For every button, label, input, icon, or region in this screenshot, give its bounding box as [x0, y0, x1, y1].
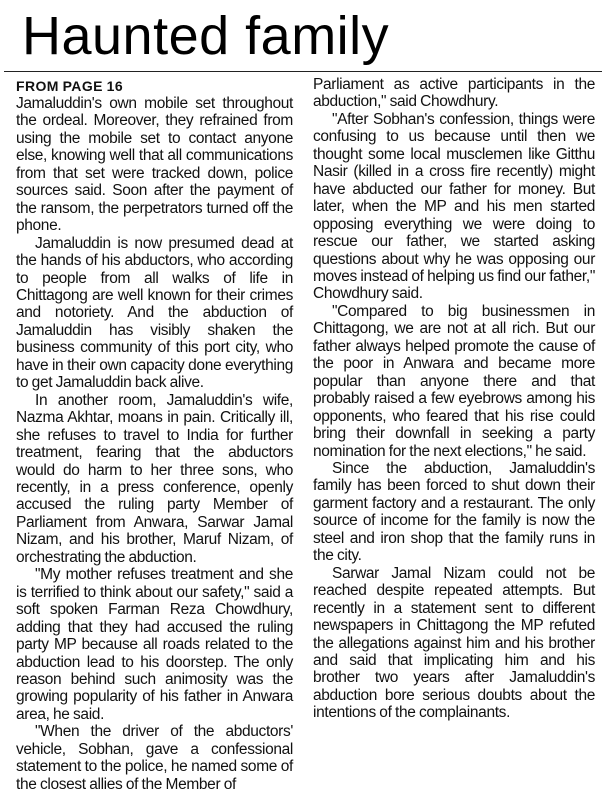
paragraph: "My mother refuses treatment and she is terrified to think about our safety," said a soft spoken Farman Reza Chowdhury, adding that they had accused the ruling party MP because all roads related to the abduction lead to his doorstep. The only reason behind such animosity was the growing popularity of his father in Anwara area, he said.: [16, 566, 293, 723]
paragraph: "When the driver of the abductors' vehicle, Sobhan, gave a confessional statement to the police, he named some of the closest allies of the Member of: [16, 723, 293, 793]
paragraph: "Compared to big businessmen in Chittagong, we are not at all rich. But our father always helped promote the cause of the poor in Anwara and became more popular than anyone there and that probably raised a few eyebrows among his opponents, who feared that his rise could bring their downfall in seeking a party nomination for the next elections," he said.: [313, 302, 595, 460]
paragraph: Parliament as active participants in the abduction," said Chowdhury.: [313, 76, 595, 111]
paragraph: In another room, Jamaluddin's wife, Nazma Akhtar, moans in pain. Critically ill, she refuses to travel to India for further treatment, fearing that the abductors would do harm to her three sons, who recently, in a press conference, openly accused the ruling party Member of Parliament from Anwara, Sarwar Jamal Nizam, and his brother, Maruf Nizam, of orchestrating the abduction.: [16, 391, 293, 566]
article-column-left: [16, 78, 293, 793]
paragraph: Since the abduction, Jamaluddin's family has been forced to shut down their garment factory and a restaurant. The only source of income for the family is now the steel and iron shop that the family runs in the city.: [313, 459, 595, 565]
paragraph: "After Sobhan's confession, things were confusing to us because until then we thought some local musclemen like Gitthu Nasir (killed in a cross fire recently) might have abducted our father for money. But later, when the MP and his men started opposing everything we were doing to rescue our father, we started asking questions about why he was opposing our moves instead of helping us find our father," Chowdhury said.: [313, 110, 595, 303]
headline: Haunted family: [22, 6, 390, 66]
article-column-right: [313, 76, 595, 722]
paragraph: Jamaluddin's own mobile set throughout the ordeal. Moreover, they refrained from using the mobile set to contact anyone else, knowing well that all communications from that set were tracked down, police sources said. Soon after the payment of the ransom, the perpetrators turned off the phone.: [16, 95, 293, 235]
paragraph: Jamaluddin is now presumed dead at the hands of his abductors, who according to people from all walks of life in Chittagong are well known for their crimes and notoriety. And the abduction of Jamaluddin has visibly shaken the business community of this port city, who have in their own capacity done everything to get Jamaluddin back alive.: [16, 234, 293, 392]
continuation-label: FROM PAGE 16: [16, 78, 124, 94]
headline-rule: [4, 71, 602, 72]
paragraph: Sarwar Jamal Nizam could not be reached despite repeated attempts. But recently in a statement sent to different newspapers in Chittagong the MP refuted the allegations against him and his brother and said that implicating him and his brother two years after Jamaluddin's abduction bore serious doubts about the intentions of the complainants.: [313, 564, 595, 722]
